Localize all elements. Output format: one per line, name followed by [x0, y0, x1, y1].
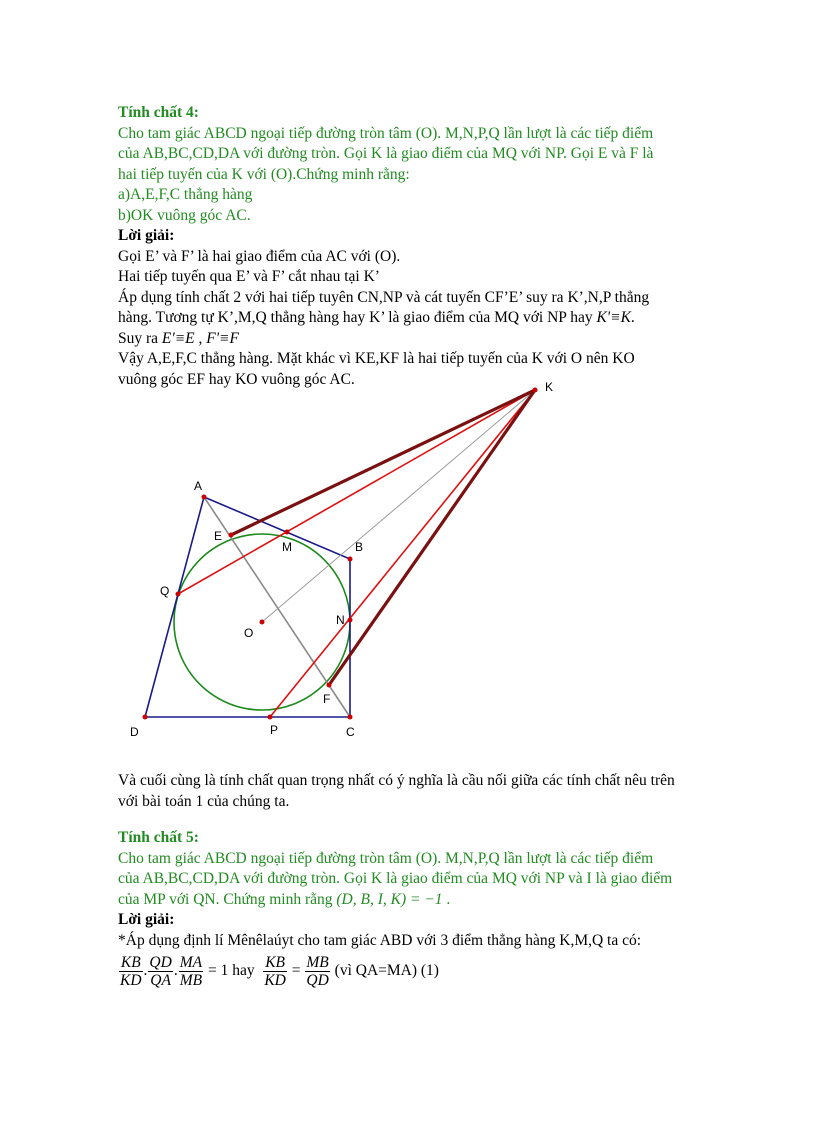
label-b: B	[355, 540, 364, 554]
label-f: F	[323, 692, 331, 706]
math-k-equiv: K'≡K	[596, 309, 631, 326]
label-m: M	[282, 540, 292, 554]
property-4-line: Cho tam giác ABCD ngoại tiếp đường tròn tâm (O). M,N,P,Q lần lượt là các tiếp điểm	[118, 124, 654, 142]
label-d: D	[130, 725, 139, 739]
label-o: O	[244, 626, 254, 640]
point-e	[229, 533, 234, 538]
tangent-kf	[329, 390, 535, 685]
point-q	[176, 592, 181, 597]
property-4-line: b)OK vuông góc AC.	[118, 206, 251, 224]
point-a	[202, 495, 207, 500]
point-c	[348, 715, 353, 720]
fraction-qd-qa: $\frac{QD}{QA}$	[149, 954, 172, 989]
menelaus-equation: $\frac{KB}{KD}$ . $\frac{QD}{QA}$ . $\frac{MA}{MB}$ = 1 hay $\frac{KB}{KD}$ = $\frac{MB}{QD}$ (vì QA=MA) (1)	[120, 954, 439, 989]
label-q: Q	[160, 584, 170, 598]
solution-4-line: Áp dụng tính chất 2 với hai tiếp tuyên CN,NP và cát tuyến CF’E’ suy ra K’,N,P thẳng	[118, 288, 650, 306]
fraction-ma-mb: $\frac{MA}{MB}$	[179, 954, 203, 989]
property-5-line: của AB,BC,CD,DA với đường tròn. Gọi K là giao điểm của MQ với NP và I là giao điểm	[118, 870, 673, 887]
label-p: P	[270, 723, 279, 737]
solution-4-line: Hai tiếp tuyến qua E’ và F’ cắt nhau tại K’	[118, 268, 380, 285]
property-5-line: của MP với QN. Chứng minh rằng (D, B, I, K) = −1 .	[118, 890, 451, 908]
solution-5	[118, 910, 718, 989]
math-e-equiv: E'≡E	[161, 329, 195, 347]
point-m	[285, 530, 290, 535]
solution-4-line: Gọi E’ và F’ là hai giao điểm của AC với (O).	[118, 247, 401, 265]
point-k	[533, 388, 538, 393]
point-b	[348, 557, 353, 562]
property-5-title: Tính chất 5:	[118, 829, 199, 846]
property-4-line: hai tiếp tuyến của K với (O).Chứng minh rằng:	[118, 165, 410, 183]
solution-4-line: vuông góc EF hay KO vuông góc AC.	[118, 370, 355, 388]
label-n: N	[336, 613, 345, 627]
line-qk	[178, 390, 535, 594]
solution-4-line: Vậy A,E,F,C thẳng hàng. Mặt khác vì KE,KF là hai tiếp tuyến của K với O nên KO	[118, 350, 635, 367]
cross-ratio-formula: (D, B, I, K) = −1	[336, 890, 443, 908]
fraction-mb-qd: $\frac{MB}{QD}$	[306, 954, 329, 989]
property-5	[118, 828, 718, 910]
property-4-line: a)A,E,F,C thẳng hàng	[118, 186, 253, 203]
point-d	[143, 715, 148, 720]
property-4-title: Tính chất 4:	[118, 104, 199, 121]
solution-5-title: Lời giải:	[118, 911, 175, 928]
solution-4-title: Lời giải:	[118, 227, 175, 244]
point-f	[327, 683, 332, 688]
math-f-equiv: F'≡F	[206, 329, 239, 347]
paragraph-line: Và cuối cùng là tính chất quan trọng nhất có ý nghĩa là cầu nối giữa các tính chất nêu trên	[118, 772, 675, 789]
property-5-line: Cho tam giác ABCD ngoại tiếp đường tròn tâm (O). M,N,P,Q lần lượt là các tiếp điểm	[118, 849, 654, 867]
fraction-kb-kd-2: $\frac{KB}{KD}$	[264, 954, 286, 989]
bridge-paragraph	[118, 771, 718, 812]
point-n	[348, 618, 353, 623]
label-c: C	[346, 725, 355, 739]
paragraph-line: với bài toán 1 của chúng ta.	[118, 792, 290, 810]
label-e: E	[214, 529, 223, 543]
solution-5-line: *Áp dụng định lí Mênêlaúyt cho tam giác ABD với 3 điểm thẳng hàng K,M,Q ta có:	[118, 931, 642, 949]
point-p	[268, 715, 273, 720]
label-k: K	[545, 380, 554, 394]
property-4-line: của AB,BC,CD,DA với đường tròn. Gọi K là giao điểm của MQ với NP. Gọi E và F là	[118, 145, 654, 162]
solution-4-line: Suy ra E'≡E , F'≡F	[118, 329, 239, 347]
tangent-ke	[231, 390, 535, 535]
fraction-kb-kd: $\frac{KB}{KD}$	[120, 954, 142, 989]
point-o	[260, 620, 265, 625]
solution-4-line: hàng. Tương tự K’,M,Q thẳng hàng hay K’ là giao điểm của MQ với NP hay K'≡K.	[118, 309, 635, 326]
label-a: A	[194, 479, 203, 493]
line-pk	[270, 390, 535, 717]
